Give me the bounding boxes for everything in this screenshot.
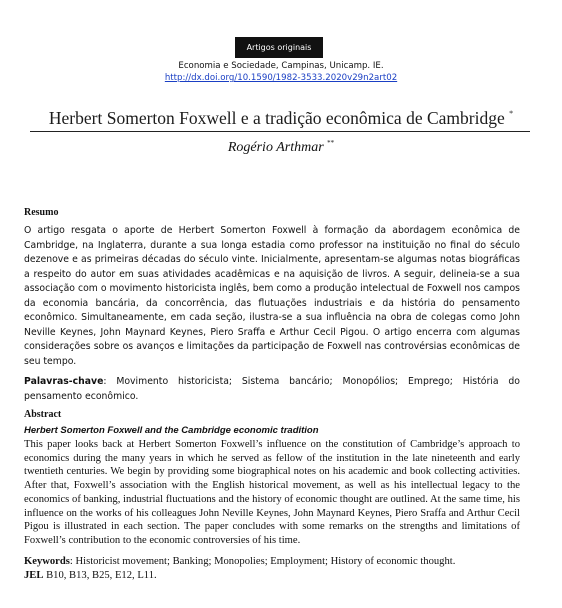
title-footnote-mark[interactable]: * xyxy=(509,109,514,118)
resumo-body: O artigo resgata o aporte de Herbert Somerton Foxwell à formação da abordagem econômica de Cambridge, na Inglaterra, durante a sua longa estadia como professor na instituição no final do século dezenove e as primeiras décadas do século vinte. Inicialmente, apresentam-se algumas notas biográficas a respeito do autor em suas atividades acadêmicas e na aquisição de livros. A seguir, delineia-se a sua associação com o movimento historicista inglês, bem como a produção intelectual de Foxwell nos campos da economia bancária, da concorrência, das flutuações industriais e da história do pensamento econômico. Simultaneamente, em cada seção, ilustra-se a sua influência na obra de colegas como John Neville Keynes, John Maynard Keynes, Piero Sraffa e Arthur Cecil Pigou. O artigo encerra com algumas considerações sobre os avanços e limitações da participação de Foxwell nas controvérsias econômicas de seu tempo. xyxy=(24,225,520,367)
title-divider xyxy=(30,131,530,132)
author-name: Rogério Arthmar xyxy=(227,140,324,155)
jel-codes xyxy=(24,569,520,583)
article-type-badge: Artigos originais xyxy=(235,37,323,58)
journal-header xyxy=(0,60,562,84)
resumo-section xyxy=(24,207,520,404)
jel-list: B10, B13, B25, E12, L11. xyxy=(43,569,157,581)
palavras-chave xyxy=(24,375,520,404)
resumo-heading: Resumo xyxy=(24,207,59,218)
keywords-label: Keywords xyxy=(24,555,70,567)
author-footnote-mark[interactable]: ** xyxy=(327,139,335,147)
journal-citation: Economia e Sociedade, Campinas, Unicamp. IE. xyxy=(178,61,384,71)
jel-label: JEL xyxy=(24,569,44,581)
palavras-chave-list: : Movimento historicista; Sistema bancário; Monopólios; Emprego; História do pensamento econômico. xyxy=(24,376,520,402)
keywords-list: : Historicist movement; Banking; Monopolies; Employment; History of economic thought. xyxy=(69,555,456,567)
abstract-title: Herbert Somerton Foxwell and the Cambridge economic tradition xyxy=(24,425,319,436)
keywords xyxy=(24,555,520,569)
palavras-chave-label: Palavras-chave xyxy=(24,376,104,387)
article-title xyxy=(0,108,562,129)
article-title-text: Herbert Somerton Foxwell e a tradição econômica de Cambridge xyxy=(48,108,505,128)
doi-link[interactable]: http://dx.doi.org/10.1590/1982-3533.2020v29n2art02 xyxy=(164,73,398,83)
abstract-section xyxy=(24,409,520,583)
author-line xyxy=(0,139,562,156)
abstract-heading: Abstract xyxy=(24,409,62,420)
abstract-body: This paper looks back at Herbert Somerton Foxwell’s influence on the constitution of Cambridge’s approach to economics during the many years in which he served as fellow of the institution in the late nineteenth and early twentieth centuries. We begin by providing some biographical notes on his academic and book collecting activities. After that, Foxwell’s association with the English historical movement, as well as his intellectual legacy to the economics of banking, industrial fluctuations and the history of economic thought are outlined. At the same time, his influence on the works of his colleagues John Neville Keynes, John Maynard Keynes, Piero Sraffa and Arthur Cecil Pigou is illustrated in each section. The paper concludes with some remarks on the strengths and limitations of Foxwell’s contribution to the economic controversies of his time. xyxy=(24,439,520,546)
